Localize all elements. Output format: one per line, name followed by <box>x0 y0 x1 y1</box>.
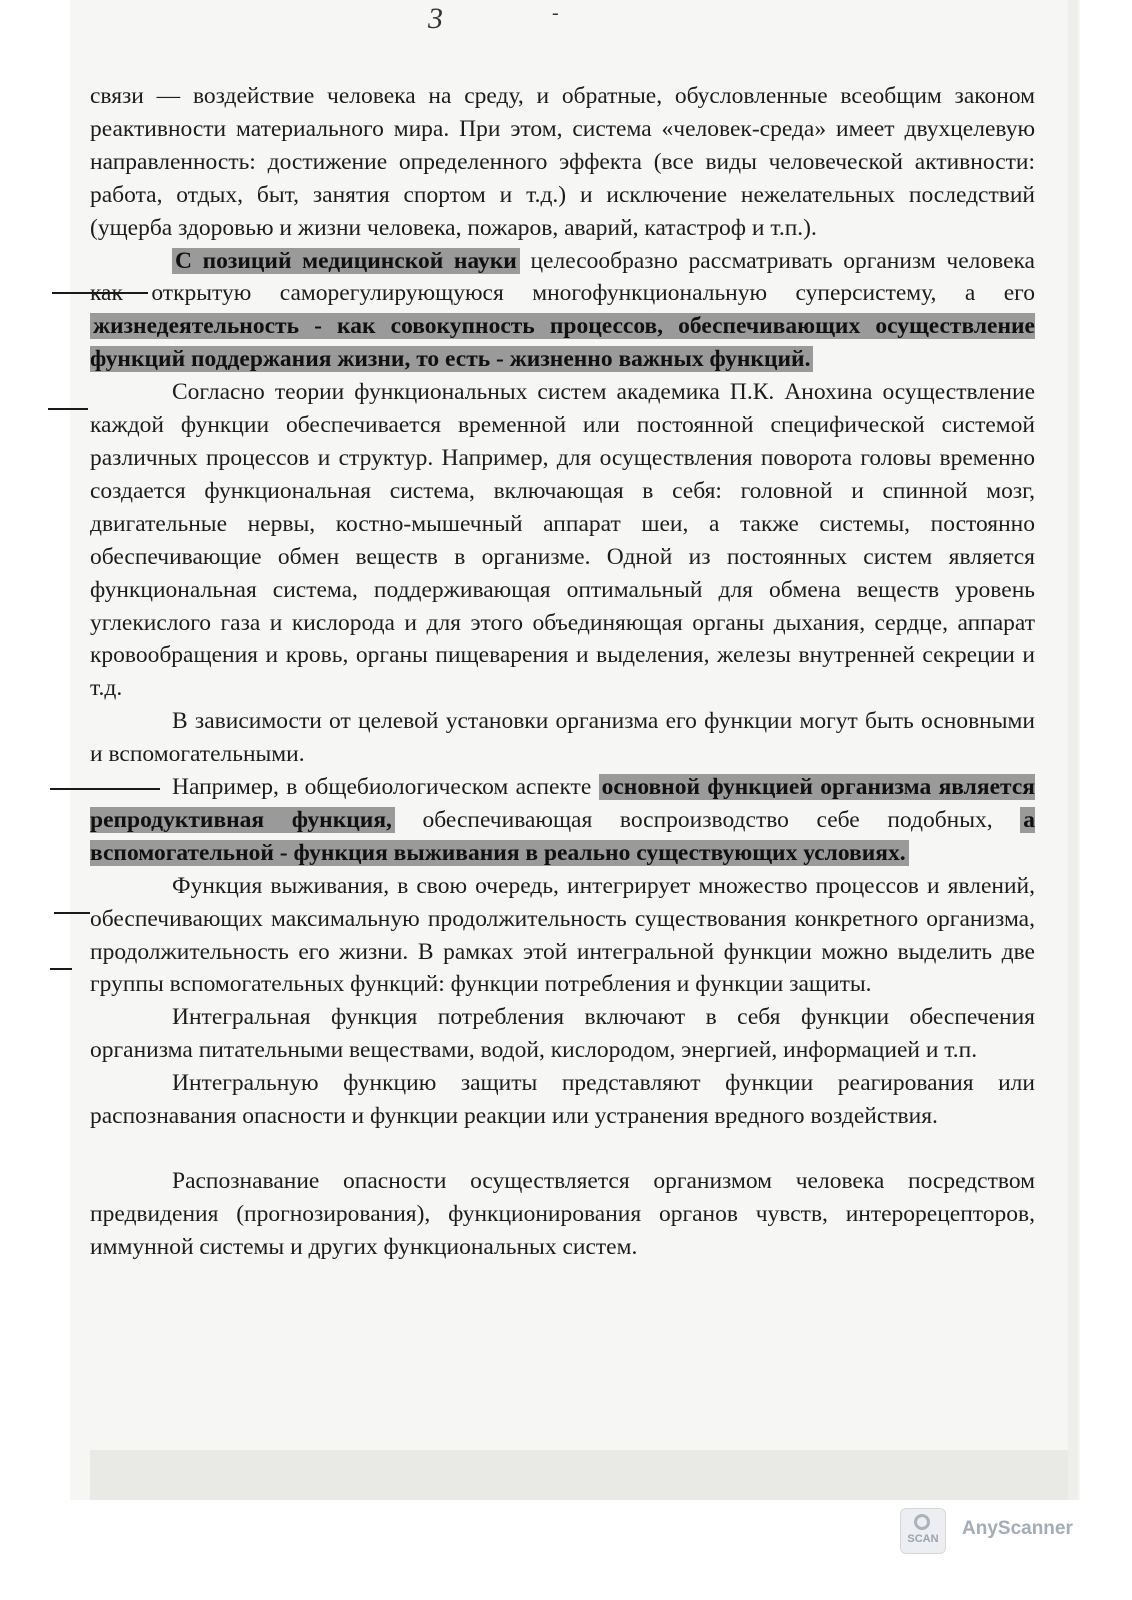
paragraph-text: Функция выживания, в свою очередь, интегрирует множество процессов и явлений, обеспечивающих максимальную продолжительность существования конкретного организма, продолжительность его жизни. В рамках этой интегральной функции можно выделить две группы вспомогательных функций: функции потребления и функции защиты. <box>90 872 1035 998</box>
paper-bottom-shadow <box>90 1450 1070 1500</box>
margin-mark <box>50 968 72 970</box>
paragraph-text: Согласно теории функциональных систем академика П.К. Анохина осуществление каждой функции обеспечивается временной или постоянной специфической системой различных процессов и структур. Например, для осуществления поворота головы временно создается функциональная система, включающая в себя: головной и спинной мозг, двигательные нервы, костно-мышечный аппарат шеи, а также системы, постоянно обеспечивающие обмен веществ в организме. Одной из постоянных систем является функциональная система, поддерживающая оптимальный для обмена веществ уровень углекислого газа и кислорода и для этого объединяющая органы дыхания, сердце, аппарат кровообращения и кровь, органы пищеварения и выделения, железы внутренней секреции и т.д. <box>90 379 1035 702</box>
highlighted-text: С позиций медицинской науки <box>172 248 520 274</box>
paragraph <box>90 705 1035 771</box>
scanner-brand: AnyScanner <box>962 1518 1073 1539</box>
paragraph-text: обеспечивающая воспроизводство себе подобных, <box>394 806 1021 833</box>
margin-mark <box>54 912 90 914</box>
paragraph-text: В зависимости от целевой установки организма его функции могут быть основными и вспомогательными. <box>90 708 1035 768</box>
lens-icon <box>914 1514 930 1530</box>
page-number: 3 <box>428 2 443 35</box>
paragraph-text: связи — воздействие человека на среду, и обратные, обусловленные всеобщим законом реактивности материального мира. При этом, система «человек-среда» имеет двухцелевую направленность: достижение определенного эффекта (все виды человеческой активности: работа, отдых, быт, занятия спортом и т.д.) и исключение нежелательных последствий (ущерба здоровью и жизни человека, пожаров, аварий, катастроф и т.п.). <box>90 83 1035 241</box>
top-mark: - <box>552 2 559 24</box>
scanner-logo-icon <box>900 1508 946 1554</box>
highlighted-text: жизнедеятельность - как совокупность процессов, обеспечивающих осуществление функций поддержания жизни, то есть - жизненно важных функций. <box>90 313 1035 373</box>
margin-mark <box>48 408 88 410</box>
highlighted-text: основной функцией организма является репродуктивная функция, <box>90 774 1035 833</box>
paragraph <box>90 245 1035 377</box>
paragraph <box>90 376 1035 705</box>
paragraph-text: Например, в общебиологическом аспекте <box>172 774 599 801</box>
scanner-logo-text: SCAN <box>907 1533 939 1545</box>
paragraph-text: Интегральная функция потребления включают в себя функции обеспечения организма питательными веществами, водой, кислородом, энергией, информацией и т.п. <box>90 1004 1035 1064</box>
scanner-watermark <box>900 1508 1100 1554</box>
paragraph <box>90 870 1035 1002</box>
paragraph-text: целесообразно рассматривать организм человека как открытую саморегулирующуюся многофункциональную суперсистему, а его <box>90 247 1035 307</box>
paragraph-text: Распознавание опасности осуществляется организмом человека посредством предвидения (прогнозирования), функционирования органов чувств, интерорецепторов, иммунной системы и других функциональных систем. <box>90 1168 1035 1260</box>
paragraph <box>90 771 1035 870</box>
paragraph <box>90 1001 1035 1067</box>
paragraph <box>90 1165 1035 1264</box>
highlighted-text: а вспомогательной - функция выживания в реально существующих условиях. <box>90 806 1035 866</box>
document-body <box>90 80 1035 1264</box>
paragraph <box>90 1067 1035 1133</box>
paragraph-text: Интегральную функцию защиты представляют функции реагирования или распознавания опасности и функции реакции или устранения вредного воздействия. <box>90 1070 1035 1130</box>
paragraph <box>90 80 1035 245</box>
paper-right-edge <box>1068 0 1078 1500</box>
